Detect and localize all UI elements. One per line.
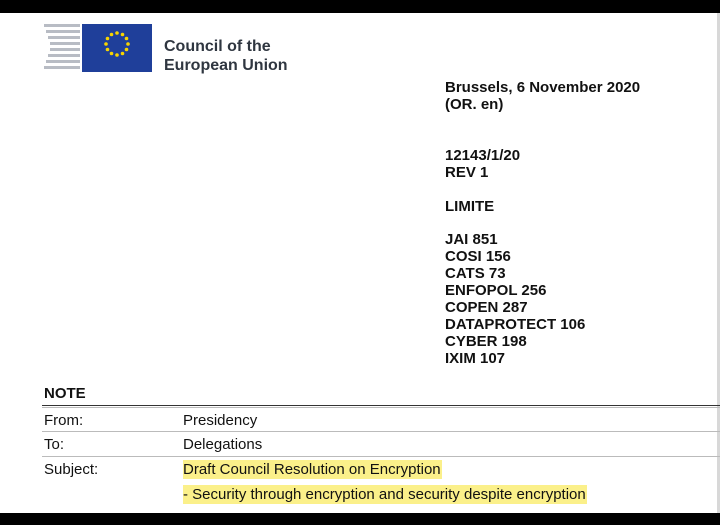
document-number: 12143/1/20 [445, 147, 521, 164]
original-language: (OR. en) [445, 96, 504, 113]
eu-council-logo-icon [42, 20, 154, 76]
from-value: Presidency [183, 412, 258, 429]
document-page [0, 13, 720, 513]
note-divider [42, 405, 720, 406]
org-name-line-2: European Union [164, 57, 288, 74]
org-name-line-1: Council of the [164, 38, 271, 55]
to-value: Delegations [183, 436, 263, 453]
subject-highlight: Draft Council Resolution on Encryption [183, 461, 441, 478]
note-heading: NOTE [44, 385, 86, 402]
from-row [42, 407, 720, 432]
date-block [445, 79, 640, 113]
from-label: From: [44, 412, 84, 429]
organization-name [164, 37, 288, 75]
to-label: To: [44, 436, 65, 453]
subject-line-1 [183, 461, 442, 478]
subject-row [42, 456, 720, 507]
file-code: COSI 156 [445, 248, 511, 265]
document-revision: REV 1 [445, 164, 489, 181]
document-date: Brussels, 6 November 2020 [445, 79, 641, 96]
file-code: IXIM 107 [445, 350, 506, 367]
file-code: CATS 73 [445, 265, 506, 282]
file-code: DATAPROTECT 106 [445, 316, 586, 333]
subject-highlight: - Security through encryption and security despite encryption [183, 486, 586, 503]
file-code: COPEN 287 [445, 299, 528, 316]
file-code: JAI 851 [445, 231, 498, 248]
to-row [42, 431, 720, 456]
file-codes-list [445, 231, 585, 367]
subject-label: Subject: [44, 461, 99, 478]
file-code: ENFOPOL 256 [445, 282, 547, 299]
subject-line-2 [183, 486, 587, 503]
file-code: CYBER 198 [445, 333, 527, 350]
classification-label: LIMITE [445, 198, 495, 215]
reference-block [445, 147, 520, 181]
